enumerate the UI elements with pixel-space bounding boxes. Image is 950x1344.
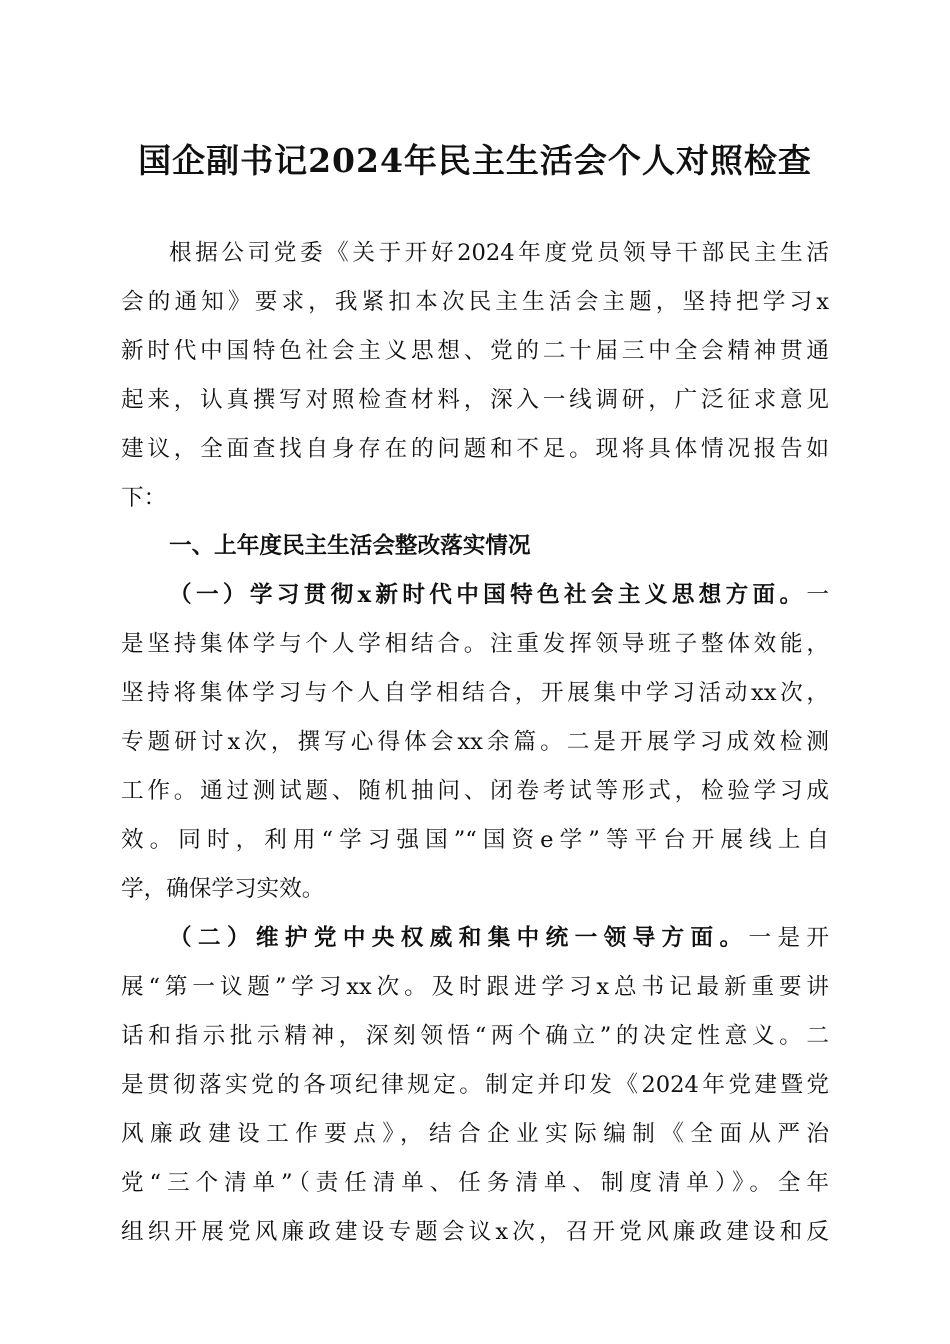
intro-line-5: 建议，全面查找自身存在的问题和不足。现将具体情况报告如 (121, 436, 829, 462)
sub2-line-4: 风廉政建设工作要点》，结合企业实际编制《全面从严治 (121, 1121, 829, 1147)
document-title: 国企副书记2024年民主生活会个人对照检查 (138, 141, 812, 180)
sub1-line-2: 坚持将集体学习与个人自学相结合，开展集中学习活动xx次， (121, 680, 829, 706)
sub1-line-4: 工作。通过测试题、随机抽问、闭卷考试等形式，检验学习成 (121, 778, 829, 804)
sub1-line-3: 专题研讨x次，撰写心得体会xx余篇。二是开展学习成效检测 (121, 729, 829, 755)
sub2-line-2: 话和指示批示精神，深刻领悟“两个确立”的决定性意义。二 (121, 1023, 829, 1049)
sub1-line-6: 学，确保学习实效。 (121, 876, 325, 902)
section-heading: 一、上年度民主生活会整改落实情况 (169, 533, 531, 559)
intro-line-6: 下： (121, 485, 167, 511)
sub1-heading: （一）学习贯彻x新时代中国特色社会主义思想方面。 (169, 582, 807, 608)
intro-line-1: 根据公司党委《关于开好2024年度党员领导干部民主生活 (169, 240, 829, 266)
sub1-line-1: 是坚持集体学与个人学相结合。注重发挥领导班子整体效能， (121, 631, 829, 657)
sub2-line-1: 展“第一议题”学习xx次。及时跟进学习x总书记最新重要讲 (121, 974, 829, 1000)
sub2-first-line-rest: 一是开 (748, 925, 829, 951)
intro-line-4: 起来，认真撰写对照检查材料，深入一线调研，广泛征求意见 (121, 387, 829, 413)
sub2-line-3: 是贯彻落实党的各项纪律规定。制定并印发《2024年党建暨党 (121, 1072, 829, 1098)
document-page (121, 0, 829, 1344)
sub1-first-line (121, 571, 829, 619)
sub1-line-5: 效。同时，利用“学习强国”“国资e学”等平台开展线上自 (121, 827, 829, 853)
sub1-first-line-rest: 一 (806, 582, 829, 608)
intro-line-2: 会的通知》要求，我紧扣本次民主生活会主题，坚持把学习x (121, 289, 829, 315)
sub2-first-line (121, 914, 829, 962)
sub2-line-5: 党“三个清单”（责任清单、任务清单、制度清单）》。全年 (121, 1170, 829, 1196)
intro-line-3: 新时代中国特色社会主义思想、党的二十届三中全会精神贯通 (121, 338, 829, 364)
sub2-line-6: 组织开展党风廉政建设专题会议x次，召开党风廉政建设和反 (121, 1219, 829, 1245)
sub2-heading: （二）维护党中央权威和集中统一领导方面。 (169, 925, 749, 951)
